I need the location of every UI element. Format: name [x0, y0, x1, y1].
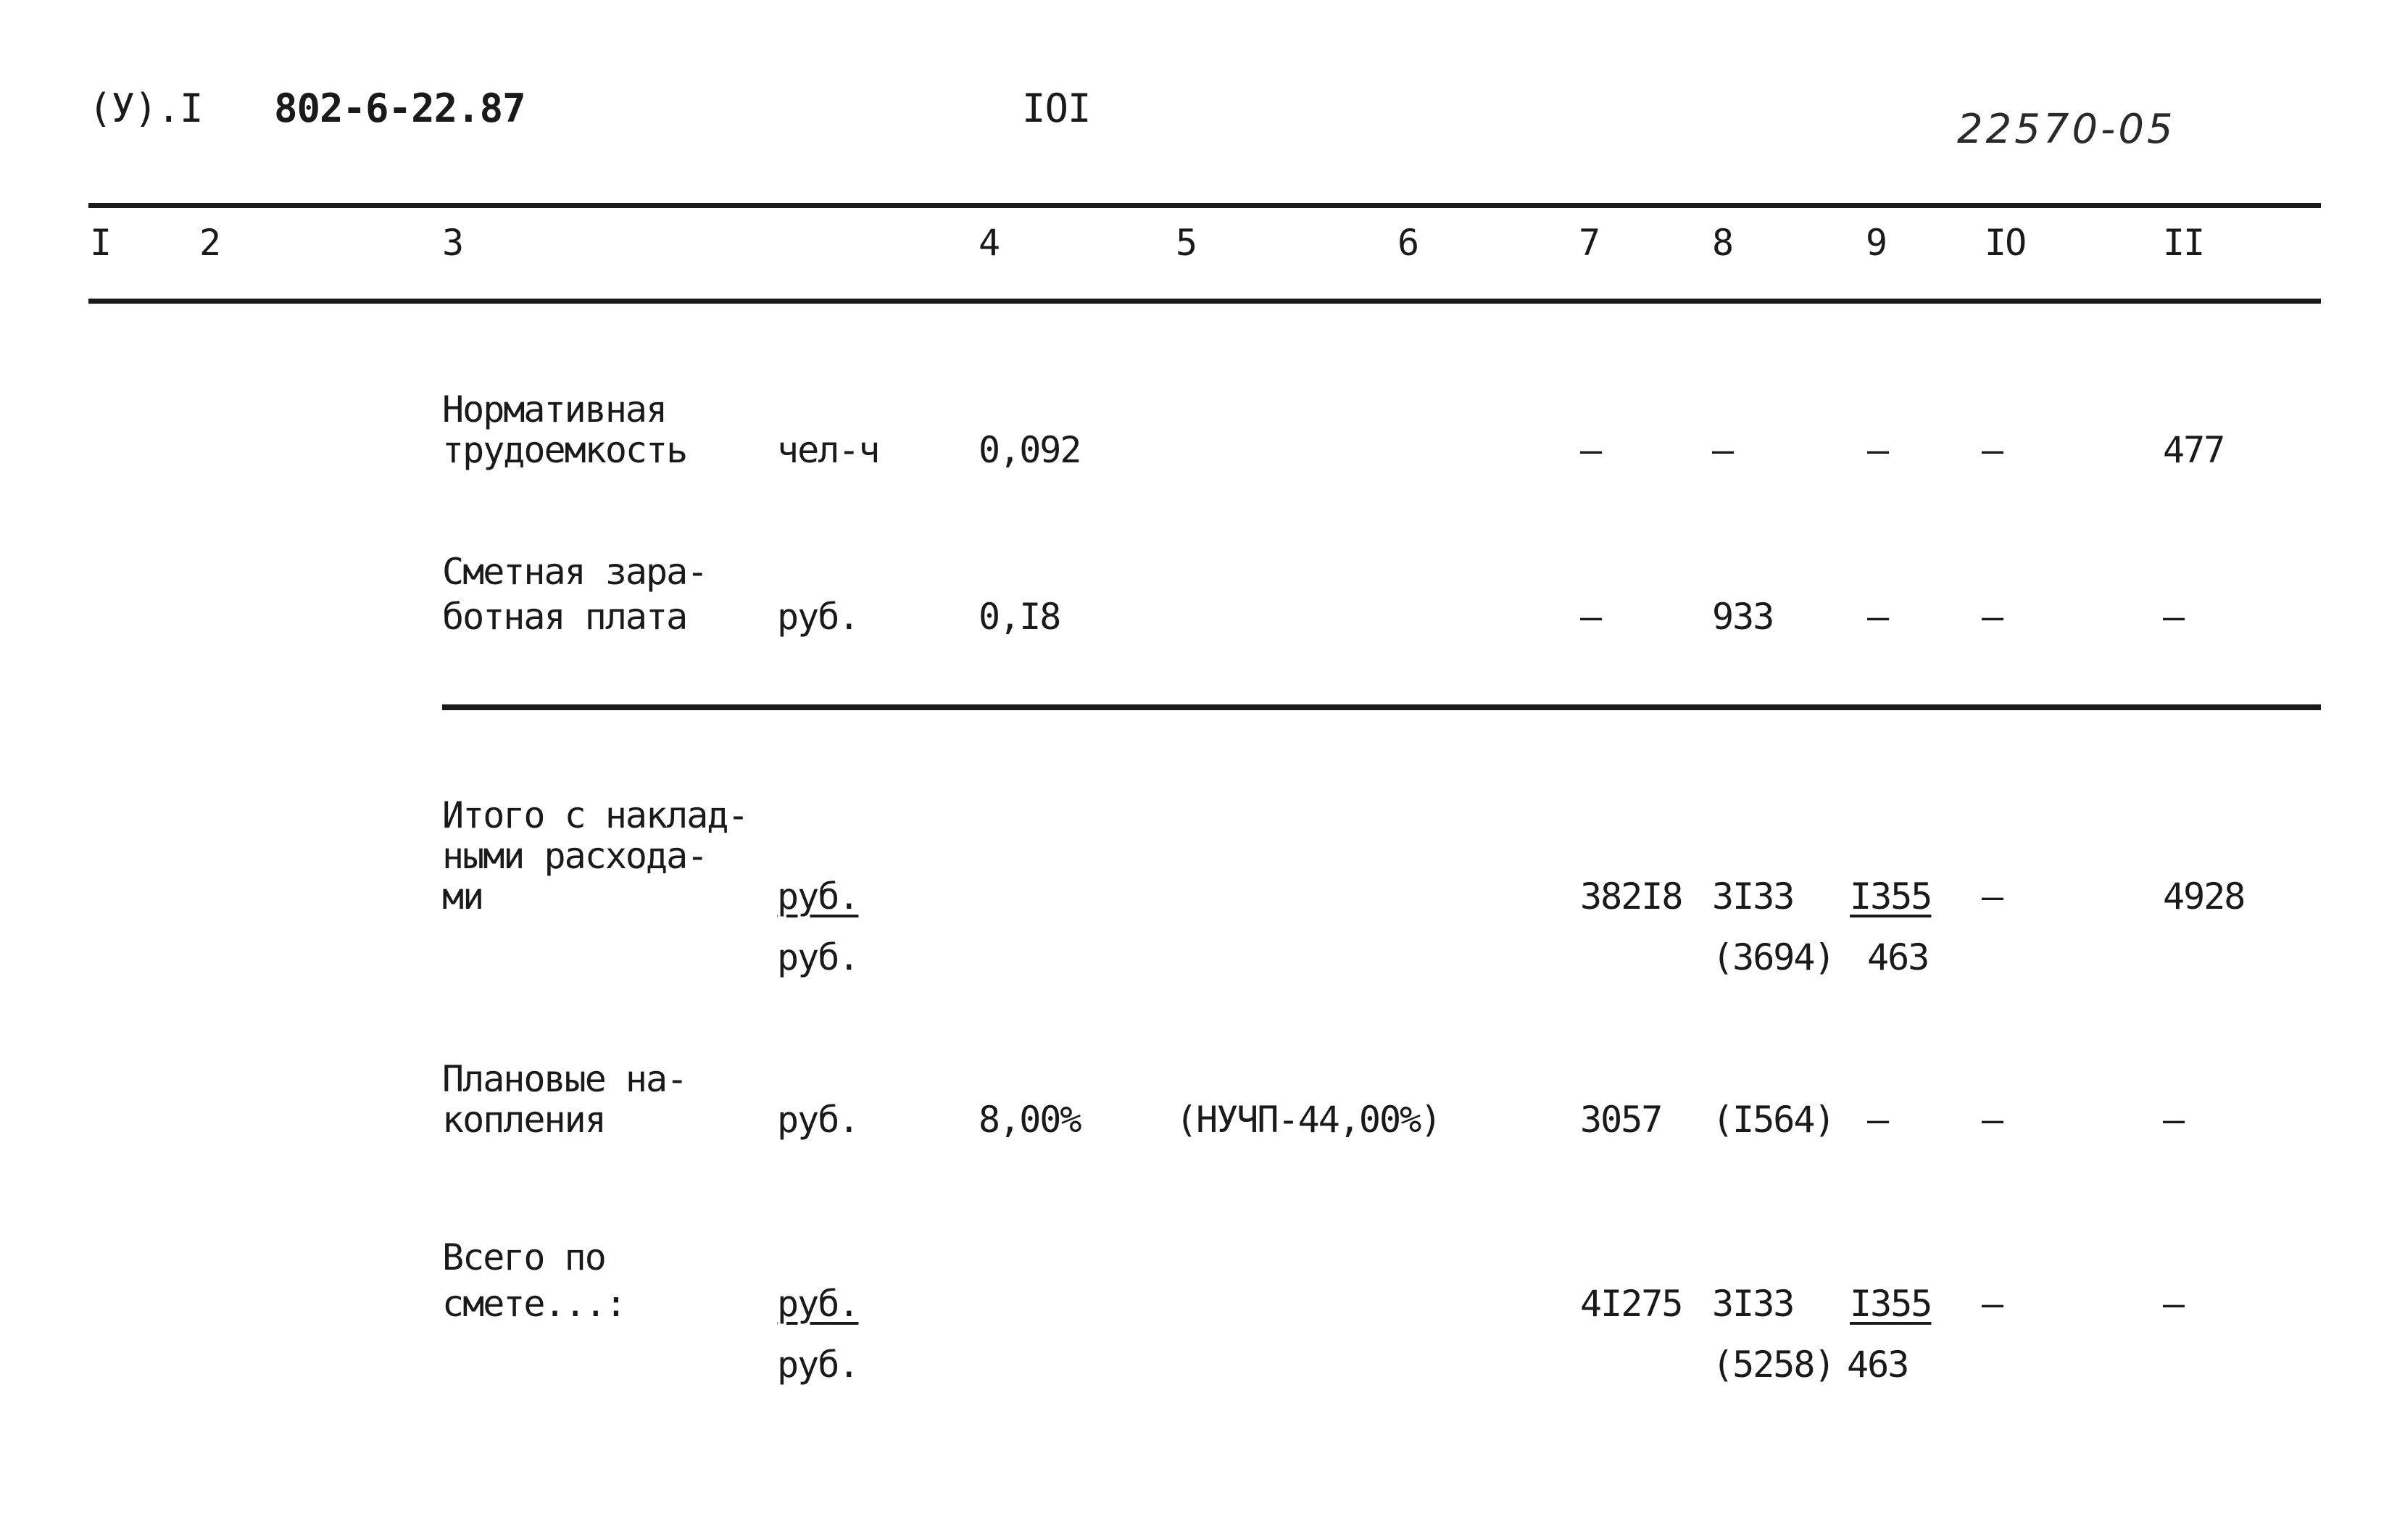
cell-col-8: 3I33 [1712, 1283, 1794, 1325]
column-header-6: 6 [1397, 222, 1418, 264]
column-header-9: 9 [1866, 222, 1887, 264]
code-prefix: (У).I [88, 86, 203, 131]
column-header-5: 5 [1176, 222, 1197, 264]
cell-col-11: – [2163, 1283, 2184, 1325]
document-number: 802-6-22.87 [274, 86, 525, 131]
cell-col-9: I355 [1850, 1283, 1932, 1325]
column-header-3: 3 [442, 222, 463, 264]
column-header-1: I [90, 222, 111, 264]
row-label: Нормативная [442, 388, 667, 430]
registry-number: 22570-05 [1957, 106, 2176, 153]
row-label: ми [442, 875, 483, 917]
unit-cell: руб. [777, 596, 859, 638]
cell-col-10: – [1982, 1099, 2003, 1141]
cell-col-4: 0,I8 [979, 596, 1060, 638]
cell-col-9: – [1867, 596, 1888, 638]
cell-col-11: – [2163, 1099, 2184, 1141]
unit-cell: руб. [777, 875, 859, 917]
cell-col-10: – [1982, 875, 2003, 917]
section-rule [442, 704, 2321, 710]
cell-col-7: 382I8 [1580, 875, 1682, 917]
cell-col-5: (НУЧП-44,00%) [1176, 1099, 1441, 1141]
cell-col-8: 3I33 [1712, 875, 1794, 917]
cell-col-9: – [1867, 1099, 1888, 1141]
column-header-8: 8 [1712, 222, 1733, 264]
row-label: ными расхода- [442, 835, 707, 877]
unit-cell: руб. [777, 1099, 859, 1141]
row-label: ботная плата [442, 596, 687, 638]
row-label: Плановые на- [442, 1058, 687, 1100]
cell-col-8-sub: (3694) [1712, 936, 1835, 978]
column-header-7: 7 [1579, 222, 1600, 264]
cell-col-9: – [1867, 429, 1888, 471]
row-label: Итого с наклад- [442, 794, 748, 836]
row-label: Всего по [442, 1236, 605, 1278]
column-header-11: II [2163, 222, 2204, 264]
row-label: копления [442, 1099, 605, 1141]
unit-cell-secondary: руб. [777, 1344, 859, 1386]
unit-cell-secondary: руб. [777, 936, 859, 978]
row-label: Сметная зара- [442, 551, 707, 593]
cell-col-8: (I564) [1712, 1099, 1835, 1141]
cell-col-10: – [1982, 1283, 2003, 1325]
cell-col-8-sub: (5258) [1712, 1344, 1835, 1386]
cell-col-9-sub: 463 [1847, 1344, 1908, 1386]
row-label: трудоемкость [442, 429, 687, 471]
cell-col-7: 4I275 [1580, 1283, 1682, 1325]
cell-col-4: 8,00% [979, 1099, 1081, 1141]
cell-col-4: 0,092 [979, 429, 1081, 471]
cell-col-11: – [2163, 596, 2184, 638]
cell-col-10: – [1982, 429, 2003, 471]
cell-col-10: – [1982, 596, 2003, 638]
cell-col-11: 477 [2163, 429, 2224, 471]
cell-col-7: 3057 [1580, 1099, 1662, 1141]
cell-col-11: 4928 [2163, 875, 2245, 917]
cell-col-7: – [1580, 596, 1601, 638]
row-label: смете...: [442, 1283, 626, 1325]
page-number: IOI [1022, 86, 1091, 131]
column-header-2: 2 [199, 222, 220, 264]
header-bottom-rule [88, 299, 2321, 304]
cell-col-9-sub: 463 [1867, 936, 1929, 978]
unit-cell: чел-ч [777, 429, 879, 471]
cell-col-9: I355 [1850, 875, 1932, 917]
unit-cell: руб. [777, 1283, 859, 1325]
cell-col-7: – [1580, 429, 1601, 471]
cell-col-8: – [1712, 429, 1733, 471]
cell-col-8: 933 [1712, 596, 1774, 638]
top-rule [88, 203, 2321, 208]
column-header-10: IO [1985, 222, 2026, 264]
column-header-4: 4 [979, 222, 1000, 264]
